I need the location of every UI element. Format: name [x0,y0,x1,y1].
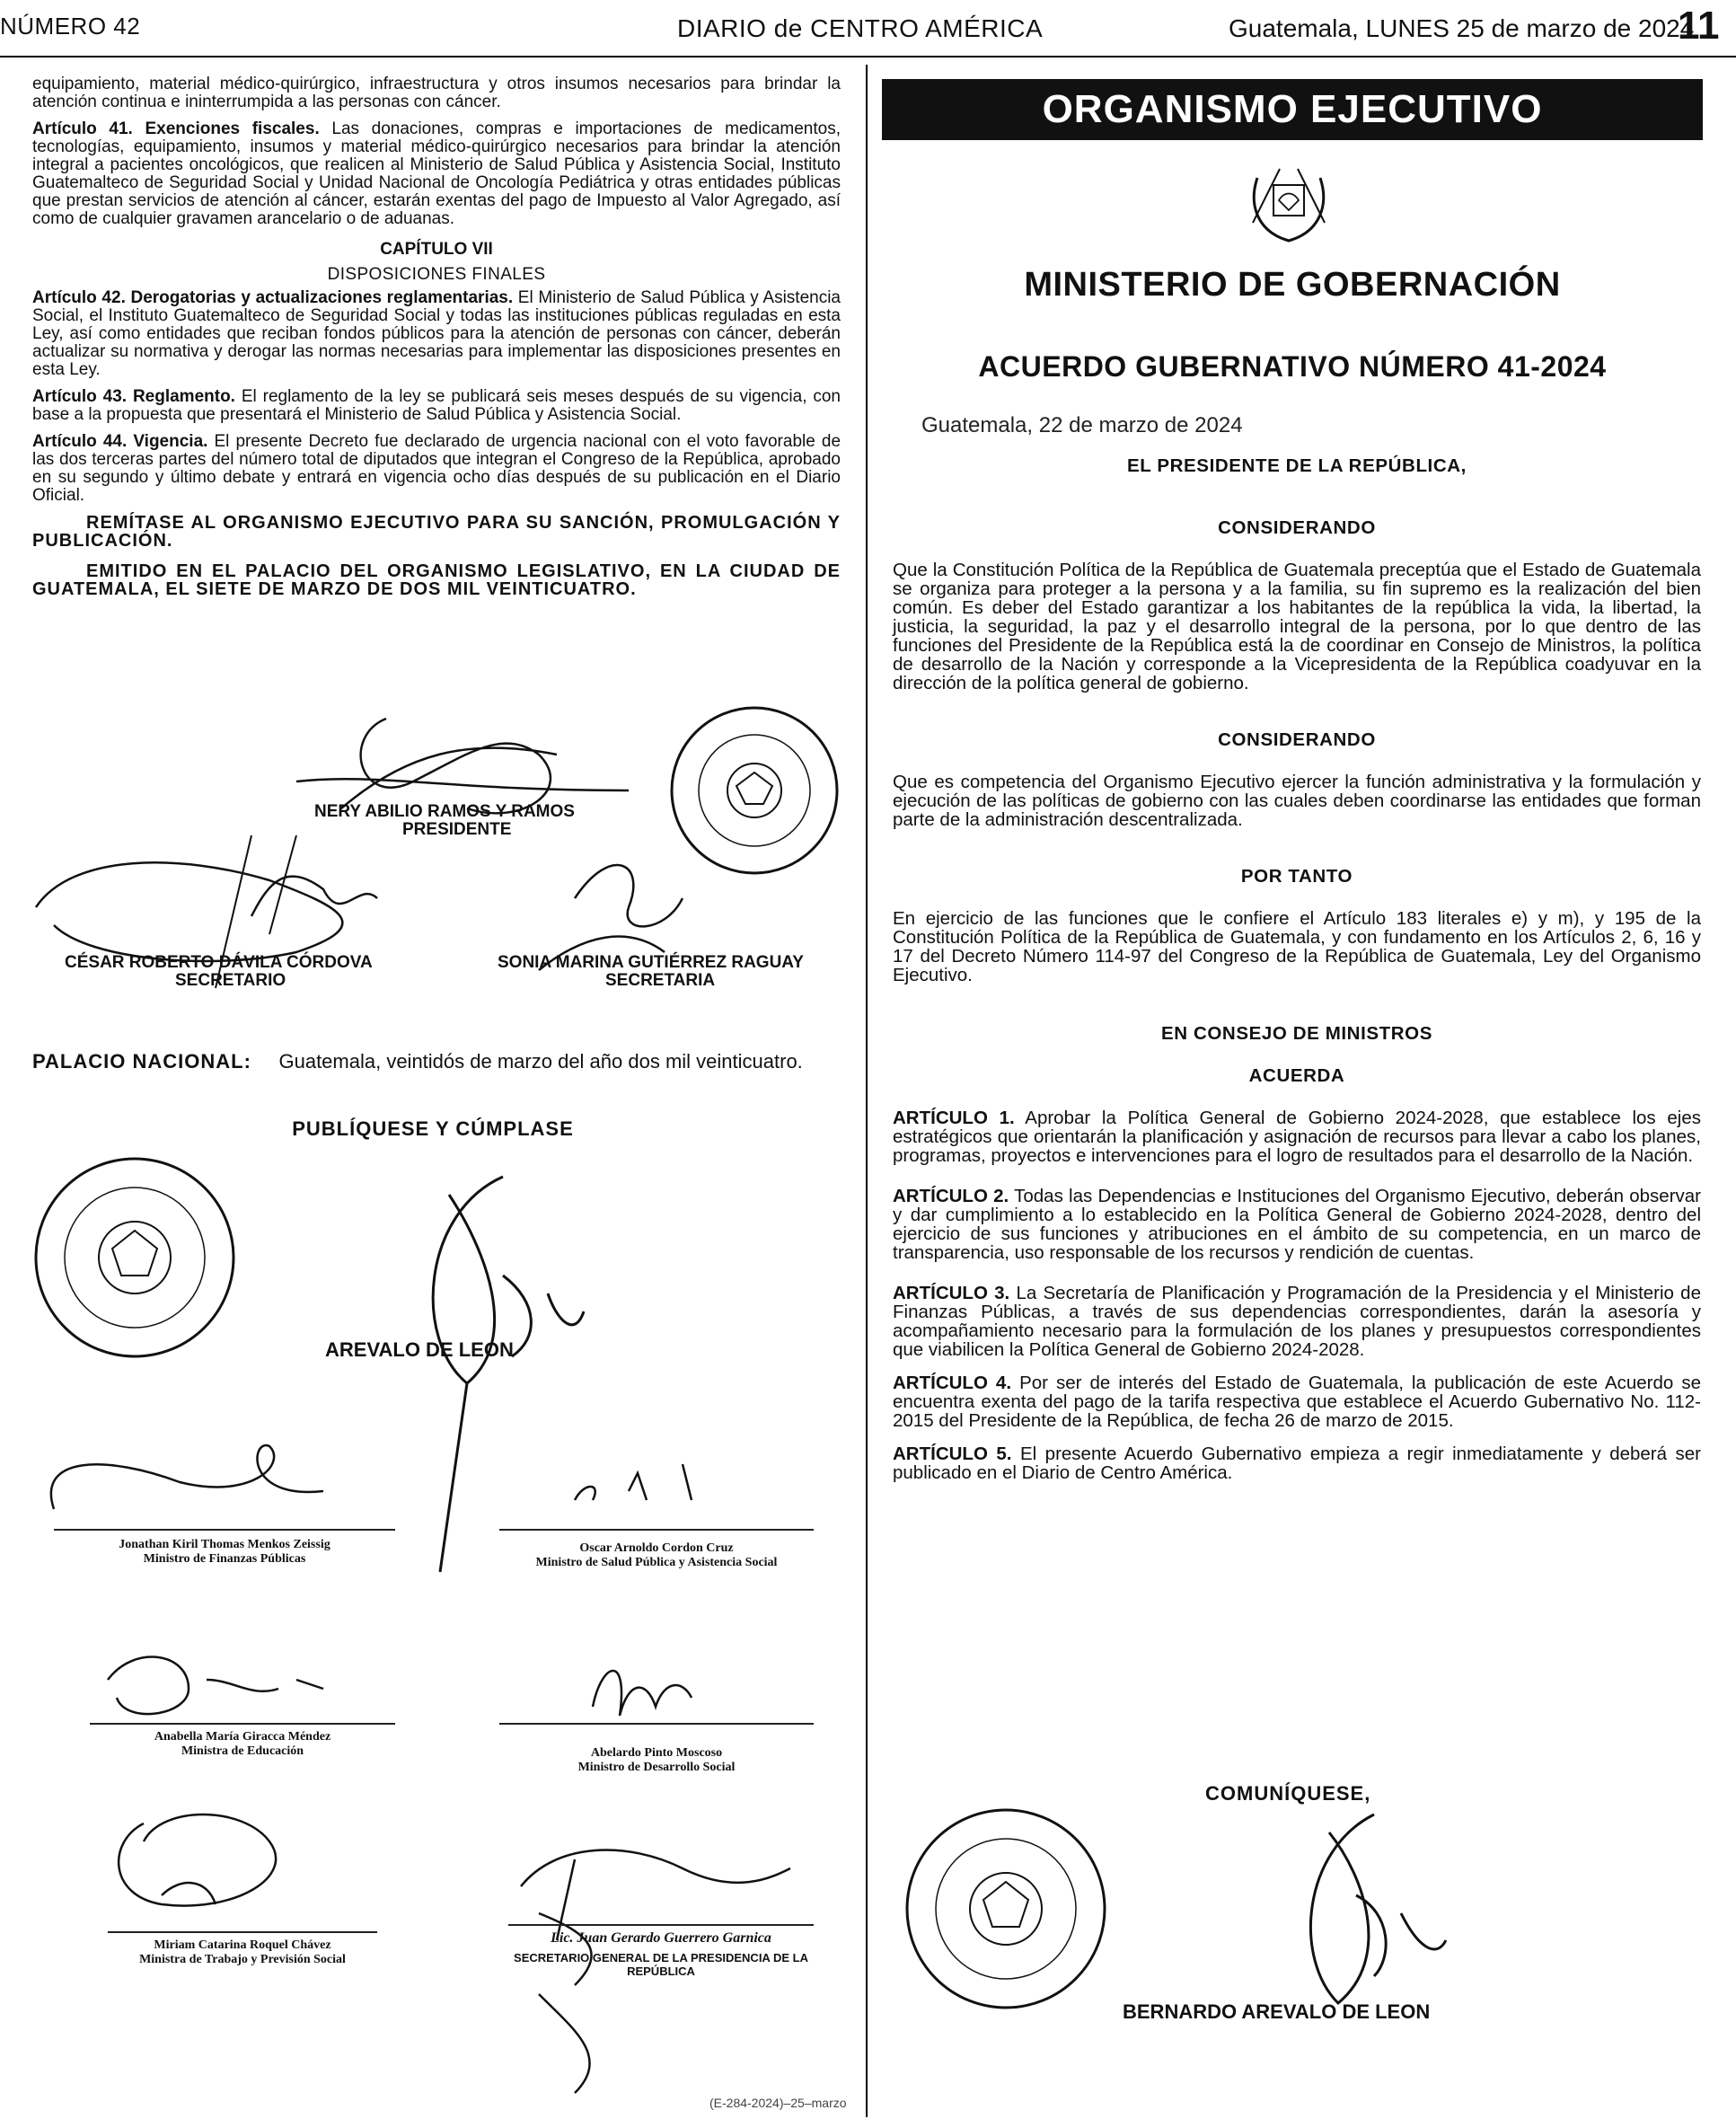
issue-date: Guatemala, LUNES 25 de marzo de 2024 [1229,14,1695,42]
minister-name: Oscar Arnoldo Cordon Cruz [579,1541,734,1555]
article-1-body: Aprobar la Política General de Gobierno 2024-2028, que establece los ejes estratégicos que orientarán la planificación y asignación de recursos para llevar a cabo los planes, programas, proyectos e intervenciones para el logro de resultados para el desarrollo de la Nación. [893,1108,1701,1166]
congress-signatures-drawing [0,701,866,1024]
considerando-2-heading: CONSIDERANDO [1218,729,1376,750]
coat-of-arms-icon [1239,151,1338,252]
emitido-paragraph: EMITIDO EN EL PALACIO DEL ORGANISMO LEGISLATIVO, EN LA CIUDAD DE GUATEMALA, EL SIETE DE MARZO DE DOS MIL VEINTICUATRO. [32,561,841,599]
publication-reference: (E-284-2024)–25–marzo [709,2096,847,2110]
acuerdo-date: Guatemala, 22 de marzo de 2024 [921,413,1243,437]
signature-name-secretary-1: CÉSAR ROBERTO DÁVILA CÓRDOVA [65,953,373,972]
signature-role-secretary-1: SECRETARIO [175,971,286,990]
signature-line [499,1723,814,1725]
ministry-title: MINISTERIO DE GOBERNACIÓN [1024,266,1561,304]
article-41-body: Las donaciones, compras e importaciones de medicamentos, tecnologías, equipamiento, insumos y material médico-quirúrgico necesarios para brindar la atención integral a pacientes oncológicos, que realicen al Ministerio de Salud Pública y Asistencia Social, Instituto Guatemalteco de Seguridad Social y Unidad Nacional de Oncología Pediátrica y otras entidades públicas que prestan servicios de atención al cáncer, estarán exentas del pago de Impuesto al Valor Agregado, así como de cualquier gravamen arancelario o de aduanas. [32,119,841,228]
palacio-label: PALACIO NACIONAL: [32,1050,251,1073]
minister-name: Miriam Catarina Roquel Chávez [154,1938,331,1952]
final-signatory-name: BERNARDO AREVALO DE LEON [1123,2000,1431,2023]
article-1-title: ARTÍCULO 1. [893,1108,1015,1128]
chapter-subtitle: DISPOSICIONES FINALES [327,265,546,284]
considerando-2-body: Que es competencia del Organismo Ejecutivo ejercer la función administrativa y la formulación y ejecución de las políticas de gobierno con las cuales deben coordinarse las entidades que forman parte de la administración descentralizada. [893,772,1701,830]
signature-role-president: PRESIDENTE [402,820,512,839]
column-divider [866,65,868,2117]
publiquese-heading: PUBLÍQUESE Y CÚMPLASE [292,1117,574,1140]
publication-name: DIARIO de CENTRO AMÉRICA [677,14,1044,42]
page-number: 11 [1678,4,1720,48]
por-tanto-heading: POR TANTO [1240,866,1353,887]
minister-role: Ministra de Educación [181,1744,304,1758]
signature-name-president: NERY ABILIO RAMOS Y RAMOS [314,802,575,821]
article-4-title: ARTÍCULO 4. [893,1373,1012,1393]
article-41-title: Artículo 41. Exenciones fiscales. [32,119,320,138]
issue-number: NÚMERO 42 [0,13,141,40]
acuerdo-title: ACUERDO GUBERNATIVO NÚMERO 41-2024 [978,350,1607,383]
president-seal-and-signature-drawing [889,1797,1697,2030]
president-signature-name: AREVALO DE LEON [325,1338,514,1361]
secretary-name: Lic. Juan Gerardo Guerrero Garnica [551,1930,771,1946]
right-column [893,456,1701,1491]
article-5 [893,1444,1701,1482]
article-1 [893,1108,1701,1165]
considerando-1-body: Que la Constitución Política de la República de Guatemala preceptúa que el Estado de Guatemala se organiza para proteger a la persona y a la familia, su fin supremo es la realización del bien común. Es deber del Estado garantizar a los habitantes de la república la vida, la libertad, la justicia, la seguridad, la paz y el desarrollo integral de la persona, por lo que dentro de las funciones del Presidente de la República está la de coordinar en Consejo de Ministros, la política de desarrollo de la Nación y corresponde a la Vicepresidenta de la República coadyuvar en la dirección de la política general de gobierno. [893,560,1701,693]
organismo-banner: ORGANISMO EJECUTIVO [882,79,1703,140]
article-44-title: Artículo 44. Vigencia. [32,432,208,451]
article-42-title: Artículo 42. Derogatorias y actualizaciones reglamentarias. [32,288,514,307]
article-44 [32,433,841,505]
article-43-body: El reglamento de la ley se publicará seis meses después de su vigencia, con base a la propuesta que presentará el Ministerio de Salud Pública y Asistencia Social. [32,387,841,424]
page-header [0,0,1736,57]
minister-role: Ministra de Trabajo y Previsión Social [139,1953,346,1966]
article-42-body: El Ministerio de Salud Pública y Asistencia Social, el Instituto Guatemalteco de Seguridad Social y todas las instituciones públicas reguladas en esta Ley, así como entidades que reciban fondos públicos para la atención de personas con cáncer, deberán actualizar su normativa y derogar las normas necesarias para implementar las disposiciones presentes en esta Ley. [32,288,841,379]
signature-line [108,1931,377,1933]
intro-paragraph: equipamiento, material médico-quirúrgico, infraestructura y otros insumos necesarios para brindar la atención continua e ininterrumpida a las personas con cáncer. [32,75,841,111]
signature-name-secretary-2: SONIA MARINA GUTIÉRREZ RAGUAY [498,953,804,972]
article-2 [893,1187,1701,1262]
signature-line [508,1924,814,1926]
consejo-heading: EN CONSEJO DE MINISTROS [1161,1023,1432,1044]
article-3 [893,1284,1701,1359]
considerando-1-heading: CONSIDERANDO [1218,517,1376,538]
por-tanto-body: En ejercicio de las funciones que le confiere el Artículo 183 literales e) y m), y 195 de la Constitución Política de la República de Guatemala, y con fundamento en los Artículos 2, 6, 16 y 17 del Decreto Número 114-97 del Congreso de la República de Guatemala, Ley del Organismo Ejecutivo. [893,908,1701,985]
president-heading: EL PRESIDENTE DE LA REPÚBLICA, [1127,455,1467,476]
minister-name: Jonathan Kiril Thomas Menkos Zeissig [119,1538,330,1551]
comuniquese-heading: COMUNÍQUESE, [1205,1782,1371,1805]
signature-line [54,1529,395,1531]
minister-name: Anabella María Giracca Méndez [154,1730,331,1744]
minister-role: Ministro de Desarrollo Social [577,1761,736,1774]
article-3-body: La Secretaría de Planificación y Programación de la Presidencia y el Ministerio de Finanzas Públicas, a través de sus dependencias correspondientes, darán la asesoría y acompañamiento necesario para la formulación de los planes y presupuestos correspondientes que viabilicen la Política General de Gobierno 2024-2028. [893,1283,1701,1360]
article-2-body: Todas las Dependencias e Instituciones del Organismo Ejecutivo, deberán observar y dar cumplimiento a lo establecido en la Política General de Gobierno 2024-2028, dentro del ejercicio de sus funciones y atribuciones en el ámbito de su competencia, en un marco de transparencia, uso responsable de los recursos y rendición de cuentas. [893,1186,1702,1263]
minister-role: Ministro de Finanzas Públicas [143,1552,306,1566]
acuerda-heading: ACUERDA [1248,1065,1345,1086]
chapter-title: CAPÍTULO VII [380,240,493,259]
minister-role: Ministro de Salud Pública y Asistencia Social [535,1556,778,1569]
article-43 [32,388,841,424]
article-5-title: ARTÍCULO 5. [893,1444,1012,1464]
remitase-paragraph: REMÍTASE AL ORGANISMO EJECUTIVO PARA SU SANCIÓN, PROMULGACIÓN Y PUBLICACIÓN. [32,513,841,551]
article-2-title: ARTÍCULO 2. [893,1186,1009,1206]
article-4 [893,1373,1701,1430]
article-44-body: El presente Decreto fue declarado de urgencia nacional con el voto favorable de las dos terceras partes del número total de diputados que integran el Congreso de la República, aprobado en su segundo y último debate y entrará en vigencia ocho días después de su publicación en el Diario Oficial. [32,432,842,505]
article-5-body: El presente Acuerdo Gubernativo empieza a regir inmediatamente y deberá ser publicado en el Diario de Centro América. [893,1444,1701,1483]
article-43-title: Artículo 43. Reglamento. [32,387,235,406]
article-41 [32,120,841,228]
article-42 [32,289,841,379]
minister-name: Abelardo Pinto Moscoso [590,1746,723,1760]
palacio-text: Guatemala, veintidós de marzo del año dos mil veinticuatro. [278,1050,803,1073]
palacio-nacional-paragraph [32,1051,844,1073]
secretary-role: SECRETARIO GENERAL DE LA PRESIDENCIA DE LA REPÚBLICA [514,1951,808,1978]
left-column [32,75,841,607]
signature-line [90,1723,395,1725]
article-3-title: ARTÍCULO 3. [893,1283,1010,1303]
signature-line [499,1529,814,1531]
article-4-body: Por ser de interés del Estado de Guatemala, la publicación de este Acuerdo se encuentra exenta del pago de la tarifa respectiva que establece el Acuerdo Gubernativo No. 112-2015 del Presidente de la República, de fecha 26 de marzo de 2015. [893,1373,1701,1431]
signature-role-secretary-2: SECRETARIA [605,971,716,990]
